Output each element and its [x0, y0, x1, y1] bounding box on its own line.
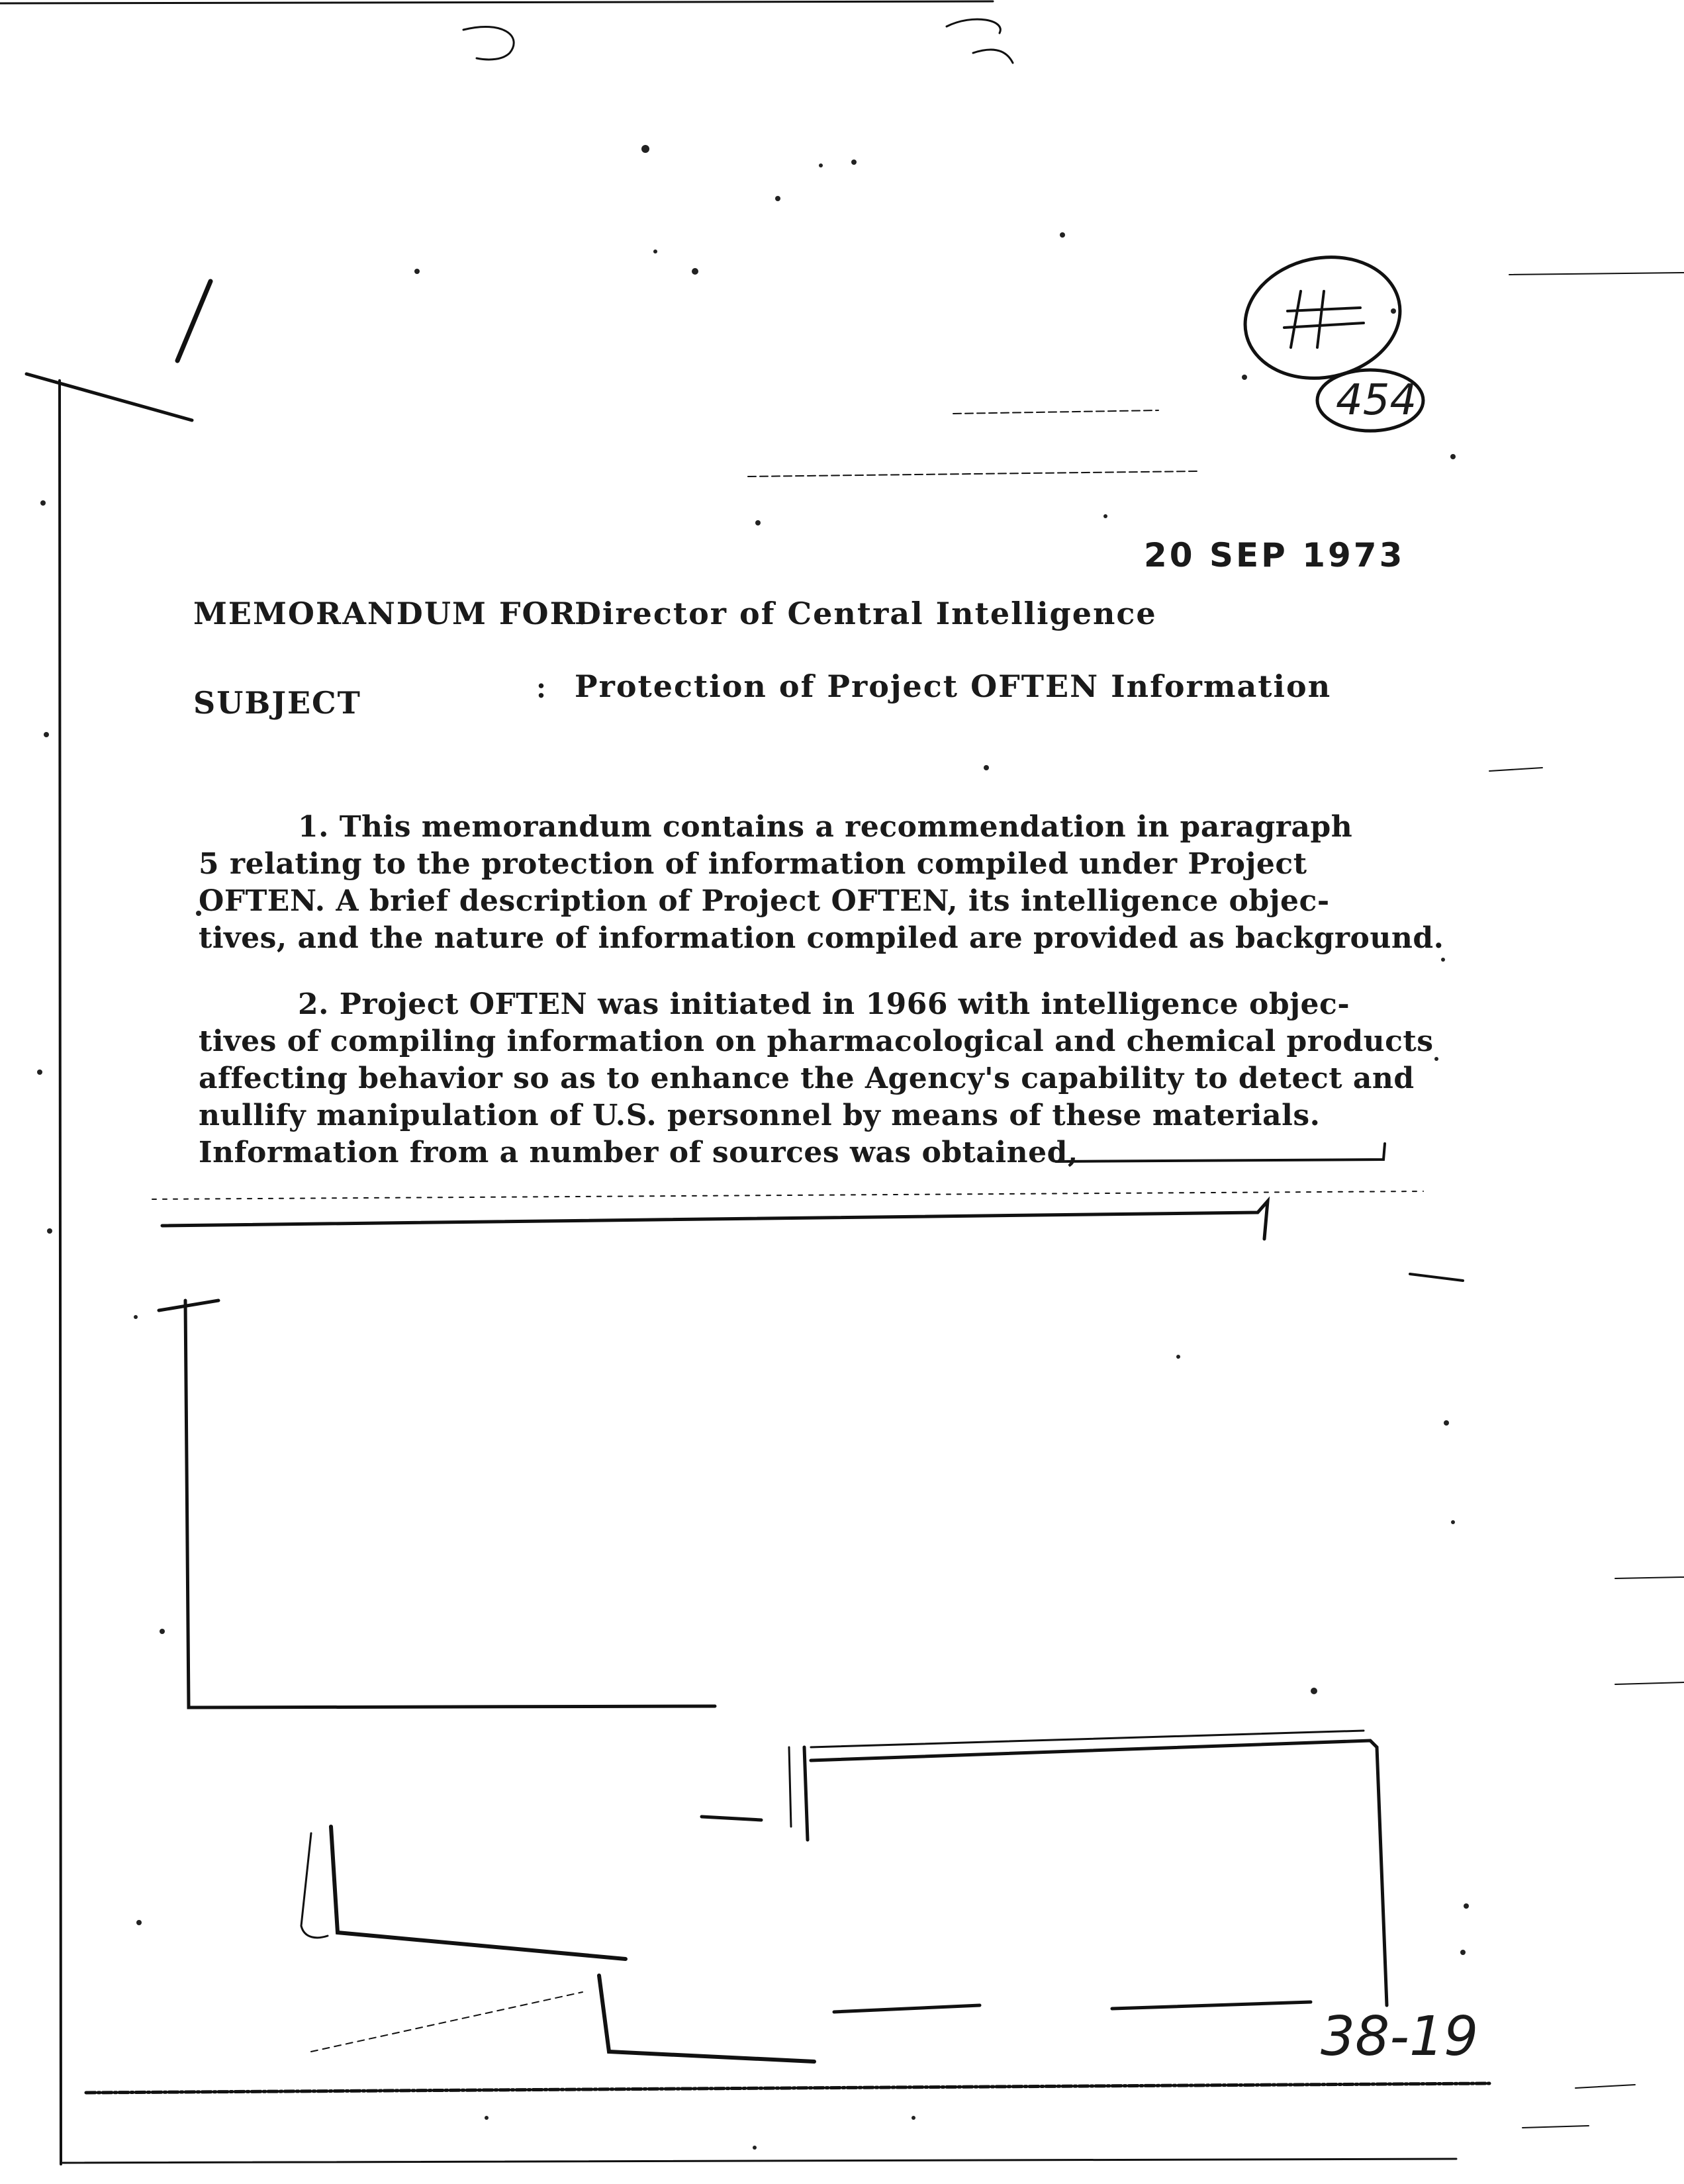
left-margin-line	[60, 381, 61, 2164]
subject-value: Protection of Project OFTEN Information	[575, 668, 1332, 704]
redaction-box-right	[811, 1741, 1387, 2005]
paragraph-line: affecting behavior so as to enhance the Agency's capability to detect and	[199, 1062, 1415, 1095]
bottom-edge-line	[63, 2159, 1456, 2163]
short-stroke	[702, 1817, 761, 1820]
handwritten-slash	[177, 281, 210, 361]
memo-recipient: Director of Central Intelligence	[575, 596, 1157, 631]
redaction-bracket	[185, 1300, 715, 1707]
redaction-strokes	[834, 2002, 1311, 2012]
paragraph-line: nullify manipulation of U.S. personnel by means of these materials.	[199, 1099, 1321, 1132]
paragraph-2	[199, 986, 1434, 1171]
redaction-bracket-top	[159, 1300, 218, 1310]
redaction-dash-line	[152, 1191, 1423, 1199]
redaction-line-v	[804, 1747, 808, 1840]
circled-number: 454	[1336, 376, 1417, 425]
paragraph-line: tives, and the nature of information compiled are provided as background.	[199, 921, 1444, 955]
paragraph-line: tives of compiling information on pharmacological and chemical products	[199, 1024, 1434, 1058]
redaction-line-v2	[789, 1747, 791, 1827]
paragraph-line: Information from a number of sources was obtained,	[199, 1136, 1078, 1169]
top-edge-line	[0, 1, 993, 3]
bottom-diagonal-noise	[311, 1992, 583, 2052]
dash-line-1	[748, 471, 1198, 477]
handwritten-page-ref: 38-19	[1321, 2005, 1479, 2068]
left-diagonal-mark	[26, 374, 192, 420]
paragraph-1	[199, 809, 1444, 957]
paragraph-line: OFTEN. A brief description of Project OFTEN, its intelligence objec-	[199, 884, 1330, 918]
redaction-box-bottom	[599, 1976, 814, 2062]
dash-line-2	[953, 410, 1158, 414]
right-short-mark	[1410, 1274, 1463, 1281]
subject-colon: :	[536, 670, 547, 704]
bottom-noise-band	[86, 2083, 1489, 2093]
memo-date: 20 SEP 1973	[1144, 536, 1405, 574]
crossed-out-number	[1284, 291, 1364, 347]
top-scribble-1	[463, 26, 514, 59]
redaction-box-left	[331, 1827, 626, 1959]
redaction-box-left-outer	[301, 1833, 328, 1938]
subject-label: SUBJECT	[193, 685, 361, 721]
top-scribble-2	[947, 19, 1013, 63]
redaction-box-top	[162, 1201, 1268, 1239]
paragraph-line: 2. Project OFTEN was initiated in 1966 with intelligence objec-	[298, 987, 1350, 1021]
right-edge-dashes	[1489, 273, 1684, 2128]
paragraph-line: 5 relating to the protection of information compiled under Project	[199, 847, 1307, 881]
paragraph-line: 1. This memorandum contains a recommendation in paragraph	[298, 810, 1353, 844]
memo-for-label: MEMORANDUM FOR:	[193, 596, 589, 631]
